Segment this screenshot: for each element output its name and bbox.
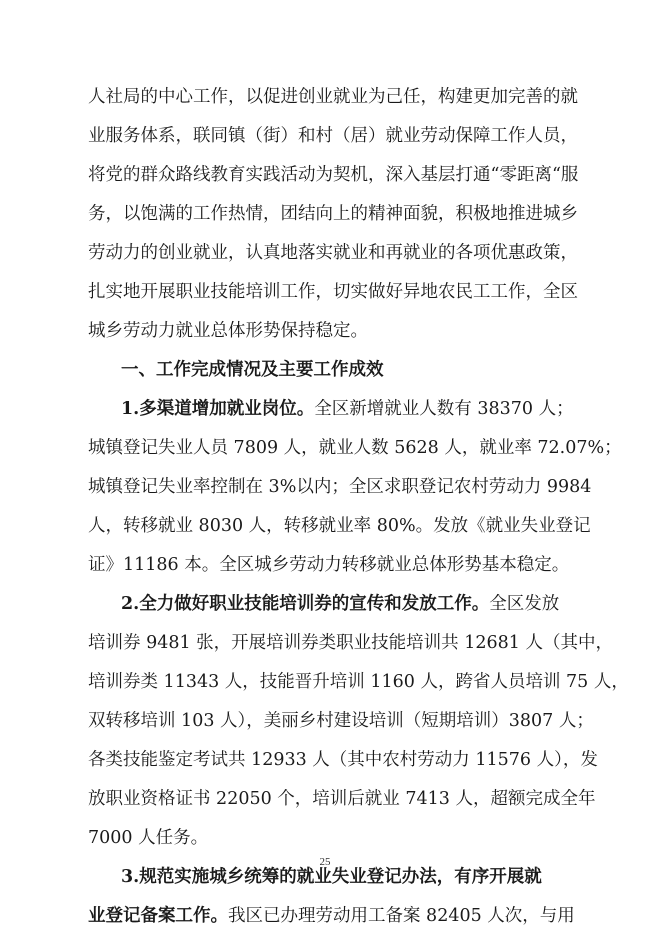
body-text-line: 双转移培训 103 人），美丽乡村建设培训（短期培训）3807 人； — [88, 711, 594, 731]
body-text-line: 劳动力的创业就业，认真地落实就业和再就业的各项优惠政策， — [88, 243, 578, 263]
body-text-line: 务，以饱满的工作热情，团结向上的精神面貌，积极地推进城乡 — [88, 204, 578, 224]
body-text-line: 扎实地开展职业技能培训工作，切实做好异地农民工工作，全区 — [88, 282, 578, 302]
body-text-line: 业服务体系，联同镇（街）和村（居）就业劳动保障工作人员， — [88, 126, 578, 146]
section-1-first-line — [88, 390, 574, 429]
body-text-line: 培训券 9481 张，开展培训券类职业技能培训共 12681 人（其中， — [88, 633, 613, 653]
section-heading: 一、工作完成情况及主要工作成效 — [121, 360, 384, 380]
section-3-second-line — [88, 897, 575, 936]
body-text-line: 城乡劳动力就业总体形势保持稳定。 — [88, 321, 368, 341]
body-text-line: 各类技能鉴定考试共 12933 人（其中农村劳动力 11576 人），发 — [88, 750, 598, 770]
body-text-line: 城镇登记失业人员 7809 人，就业人数 5628 人，就业率 72.07%； — [88, 438, 622, 458]
section-2-text: 全区发放 — [489, 594, 560, 614]
section-2-title: 2.全力做好职业技能培训券的宣传和发放工作。 — [121, 594, 490, 614]
section-2-first-line — [88, 585, 570, 624]
body-text-line: 培训券类 11343 人，技能晋升培训 1160 人，跨省人员培训 75 人， — [88, 672, 629, 692]
body-text-line: 将党的群众路线教育实践活动为契机，深入基层打通“零距离“服 — [88, 165, 579, 185]
document-body — [88, 78, 629, 936]
page-number: 25 — [319, 856, 331, 868]
body-text-line: 人，转移就业 8030 人，转移就业率 80%。发放《就业失业登记 — [88, 516, 591, 536]
body-text-line: 城镇登记失业率控制在 3%以内；全区求职登记农村劳动力 9984 — [88, 477, 592, 497]
body-text-line: 放职业资格证书 22050 个，培训后就业 7413 人，超额完成全年 — [88, 789, 596, 809]
body-text-line: 7000 人任务。 — [88, 828, 209, 848]
section-3-title-cont: 业登记备案工作。 — [88, 906, 228, 926]
section-1-title: 1.多渠道增加就业岗位。 — [121, 399, 315, 419]
section-3-text: 我区已办理劳动用工备案 82405 人次，与用 — [228, 906, 575, 926]
section-3-title: 3.规范实施城乡统筹的就业失业登记办法，有序开展就 — [121, 867, 542, 887]
body-text-line: 证》11186 本。全区城乡劳动力转移就业总体形势基本稳定。 — [88, 555, 570, 575]
body-text-line: 人社局的中心工作，以促进创业就业为己任，构建更加完善的就 — [88, 87, 578, 107]
section-1-text: 全区新增就业人数有 38370 人； — [314, 399, 574, 419]
